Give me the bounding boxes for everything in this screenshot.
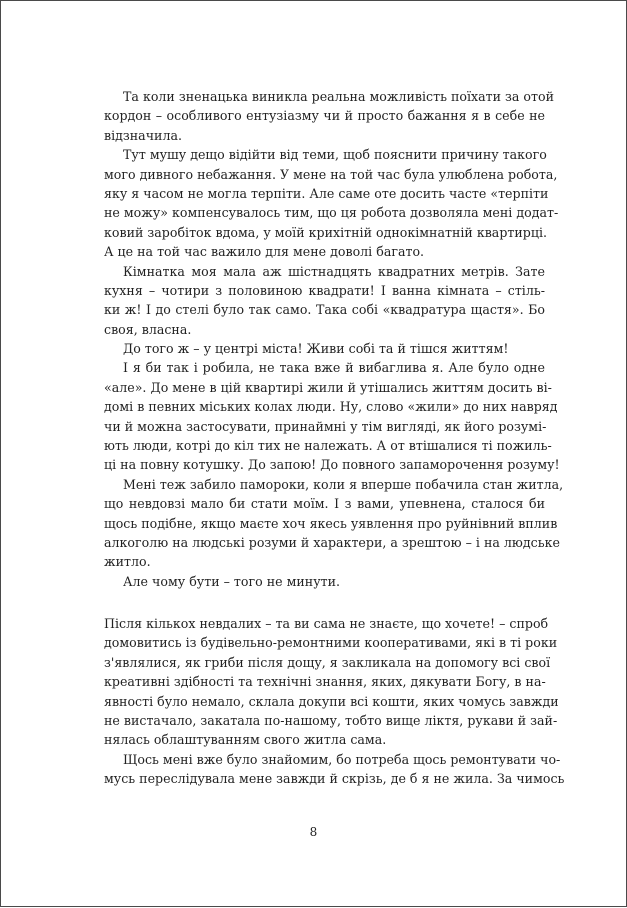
text-line: кордон – особливого ентузіазму чи й просто бажання я в себе не [104,108,545,124]
text-line: кухня – чотири з половиною квадрати! І ванна кімната – стіль- [104,282,545,298]
text-line: Та коли зненацька виникла реальна можливість поїхати за отой [123,89,554,104]
text-line: Кімнатка моя мала аж шістнадцять квадратних метрів. Зате [123,263,545,279]
text-line: що невдовзі мало би стати моїм. І з вами, упевнена, сталося би [104,496,545,512]
text-line: нялась облаштуванням свого житла сама. [104,732,387,748]
text-line: Після кількох невдалих – та ви сама не знаєте, що хочете! – спроб [104,616,549,631]
text-block-lower [104,614,565,789]
text-line: чи й можна застосувати, принаймні у тім вигляді, як його розумі- [104,418,547,434]
text-line: мого дивного небажання. У мене на той час була улюблена робота, [104,166,558,182]
text-block-upper [104,87,564,591]
text-line: ки ж! І до стелі було так само. Така собі «квадратура щастя». Бо [104,302,545,318]
text-line: ковий заробіток вдома, у моїй крихітній однокімнатній квартирці. [104,224,548,240]
text-line: своя, власна. [104,321,192,337]
text-line: До того ж – у центрі міста! Живи собі та й тішся життям! [123,341,509,357]
text-line: Щось мені вже було знайомим, бо потреба щось ремонтувати чо- [123,751,561,767]
text-line: «але». До мене в цій квартирі жили й утішались життям досить ві- [104,379,552,395]
text-line: явності було немало, склала докупи всі кошти, яких чомусь завжди [104,693,559,709]
text-line: мусь переслідувала мене завжди й скрізь, де б я не жила. За чимось [104,771,565,787]
text-line: ють люди, котрі до кіл тих не належать. А от втішалися ті пожиль- [104,438,552,454]
text-line: домі в певних міських колах люди. Ну, слово «жили» до них навряд [104,399,558,415]
text-line: домовитись із будівельно-ремонтними кооперативами, які в ті роки [104,635,558,651]
text-line: не можу» компенсувалось тим, що ця робота дозволяла мені додат- [104,205,559,221]
text-line: з'являлися, як гриби після дощу, я закликала на допомогу всі свої [104,654,551,670]
text-line: алкоголю на людські розуми й характери, а зрештою – і на людське [104,534,560,550]
text-line: не вистачало, закатала по-нашому, тобто вище ліктя, рукави й зай- [104,712,558,728]
text-line: Тут мушу дещо відійти від теми, щоб пояснити причину такого [123,147,547,163]
page-number: 8 [309,825,318,839]
text-line: А це на той час важило для мене доволі багато. [104,244,425,260]
text-line: І я би так і робила, не така вже й вибаглива я. Але було одне [123,360,545,376]
text-line: щось подібне, якщо маєте хоч якесь уявлення про руйнівний вплив [104,515,558,531]
text-line: Мені теж забило памороки, коли я вперше побачила стан житла, [123,476,564,492]
text-line: креативні здібності та технічні знання, яких, дякувати Богу, в на- [104,674,546,690]
text-line: яку я часом не могла терпіти. Але саме оте досить часте «терпіти [104,185,549,201]
text-line: відзначила. [104,127,182,143]
text-line: ці на повну котушку. До запою! До повного запаморочення розуму! [104,457,560,473]
text-line: Але чому бути – того не минути. [123,573,341,589]
text-line: житло. [104,554,151,570]
